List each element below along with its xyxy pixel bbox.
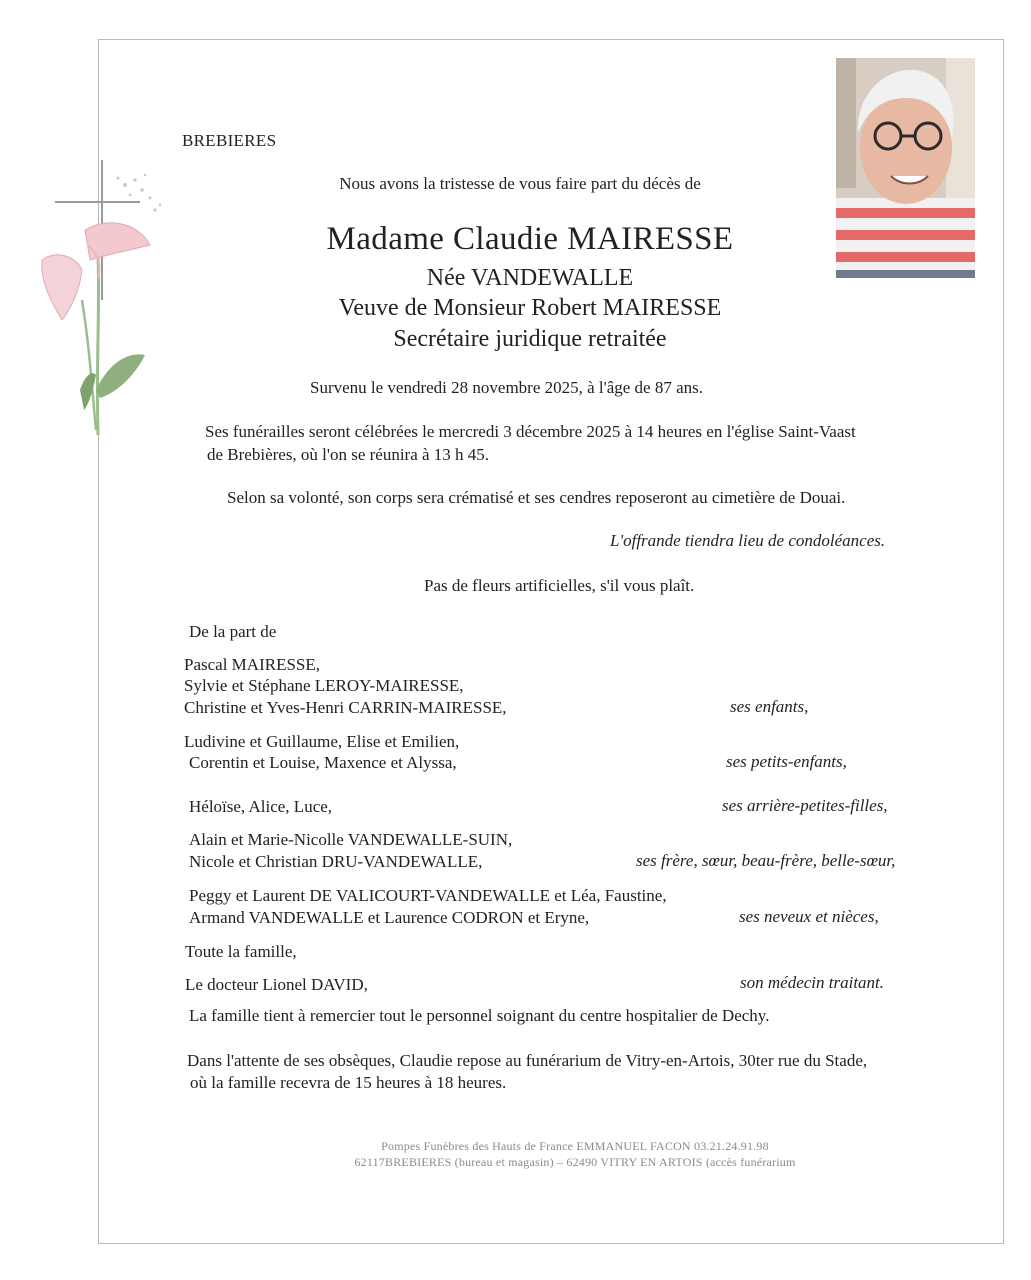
no-flowers-text: Pas de fleurs artificielles, s'il vous plaît. — [424, 576, 695, 595]
family-role: ses enfants, — [730, 697, 809, 716]
thanks-text: La famille tient à remercier tout le personnel soignant du centre hospitalier de Dechy. — [189, 1006, 770, 1025]
family-line: Toute la famille, — [185, 942, 297, 961]
funeral-line-1: Ses funérailles seront célébrées le mercredi 3 décembre 2025 à 14 heures en l'église Saint-Vaast — [205, 422, 856, 441]
funeral-line-2: de Brebières, où l'on se réunira à 13 h 45. — [207, 445, 490, 464]
cremation-text: Selon sa volonté, son corps sera crématisé et ses cendres reposeront au cimetière de Douai. — [227, 488, 846, 507]
family-role: ses frère, sœur, beau-frère, belle-sœur, — [636, 851, 896, 870]
profession: Secrétaire juridique retraitée — [393, 326, 667, 352]
funeral-home-footer — [230, 1138, 920, 1170]
family-line: Pascal MAIRESSE, — [184, 655, 320, 674]
family-line: Le docteur Lionel DAVID, — [185, 975, 368, 994]
family-role: ses petits-enfants, — [726, 752, 847, 771]
family-line: Nicole et Christian DRU-VANDEWALLE, — [189, 852, 483, 871]
family-line: Corentin et Louise, Maxence et Alyssa, — [189, 753, 457, 772]
family-line: Héloïse, Alice, Luce, — [189, 797, 333, 816]
deceased-name: Madame Claudie MAIRESSE — [326, 221, 734, 257]
family-line: Alain et Marie-Nicolle VANDEWALLE-SUIN, — [189, 830, 513, 849]
death-date: Survenu le vendredi 28 novembre 2025, à l'âge de 87 ans. — [310, 378, 704, 397]
family-line: Armand VANDEWALLE et Laurence CODRON et Eryne, — [189, 908, 590, 927]
maiden-name: Née VANDEWALLE — [426, 265, 634, 291]
family-role: ses arrière-petites-filles, — [722, 796, 888, 815]
viewing-line-1: Dans l'attente de ses obsèques, Claudie repose au funérarium de Vitry-en-Artois, 30ter rue du Stade, — [187, 1051, 868, 1070]
viewing-line-2: où la famille recevra de 15 heures à 18 heures. — [190, 1073, 507, 1092]
family-role: son médecin traitant. — [740, 973, 885, 992]
family-line: Christine et Yves-Henri CARRIN-MAIRESSE, — [184, 698, 507, 717]
family-line: Ludivine et Guillaume, Elise et Emilien, — [184, 732, 460, 751]
cross-with-lilies-icon — [30, 160, 170, 450]
offering-text: L'offrande tiendra lieu de condoléances. — [610, 531, 886, 550]
family-role: ses neveux et nièces, — [739, 907, 879, 926]
city-label: BREBIERES — [182, 131, 277, 150]
from-label: De la part de — [189, 622, 277, 641]
intro-text: Nous avons la tristesse de vous faire part du décès de — [339, 174, 701, 193]
family-line: Sylvie et Stéphane LEROY-MAIRESSE, — [184, 676, 464, 695]
family-line: Peggy et Laurent DE VALICOURT-VANDEWALLE et Léa, Faustine, — [189, 886, 667, 905]
footer-line-2: 62117BREBIERES (bureau et magasin) – 62490 VITRY EN ARTOIS (accès funérarium — [354, 1155, 796, 1169]
widow-of: Veuve de Monsieur Robert MAIRESSE — [338, 295, 722, 321]
footer-line-1: Pompes Funèbres des Hauts de France EMMANUEL FACON 03.21.24.91.98 — [381, 1139, 769, 1153]
portrait-photo — [836, 58, 975, 278]
